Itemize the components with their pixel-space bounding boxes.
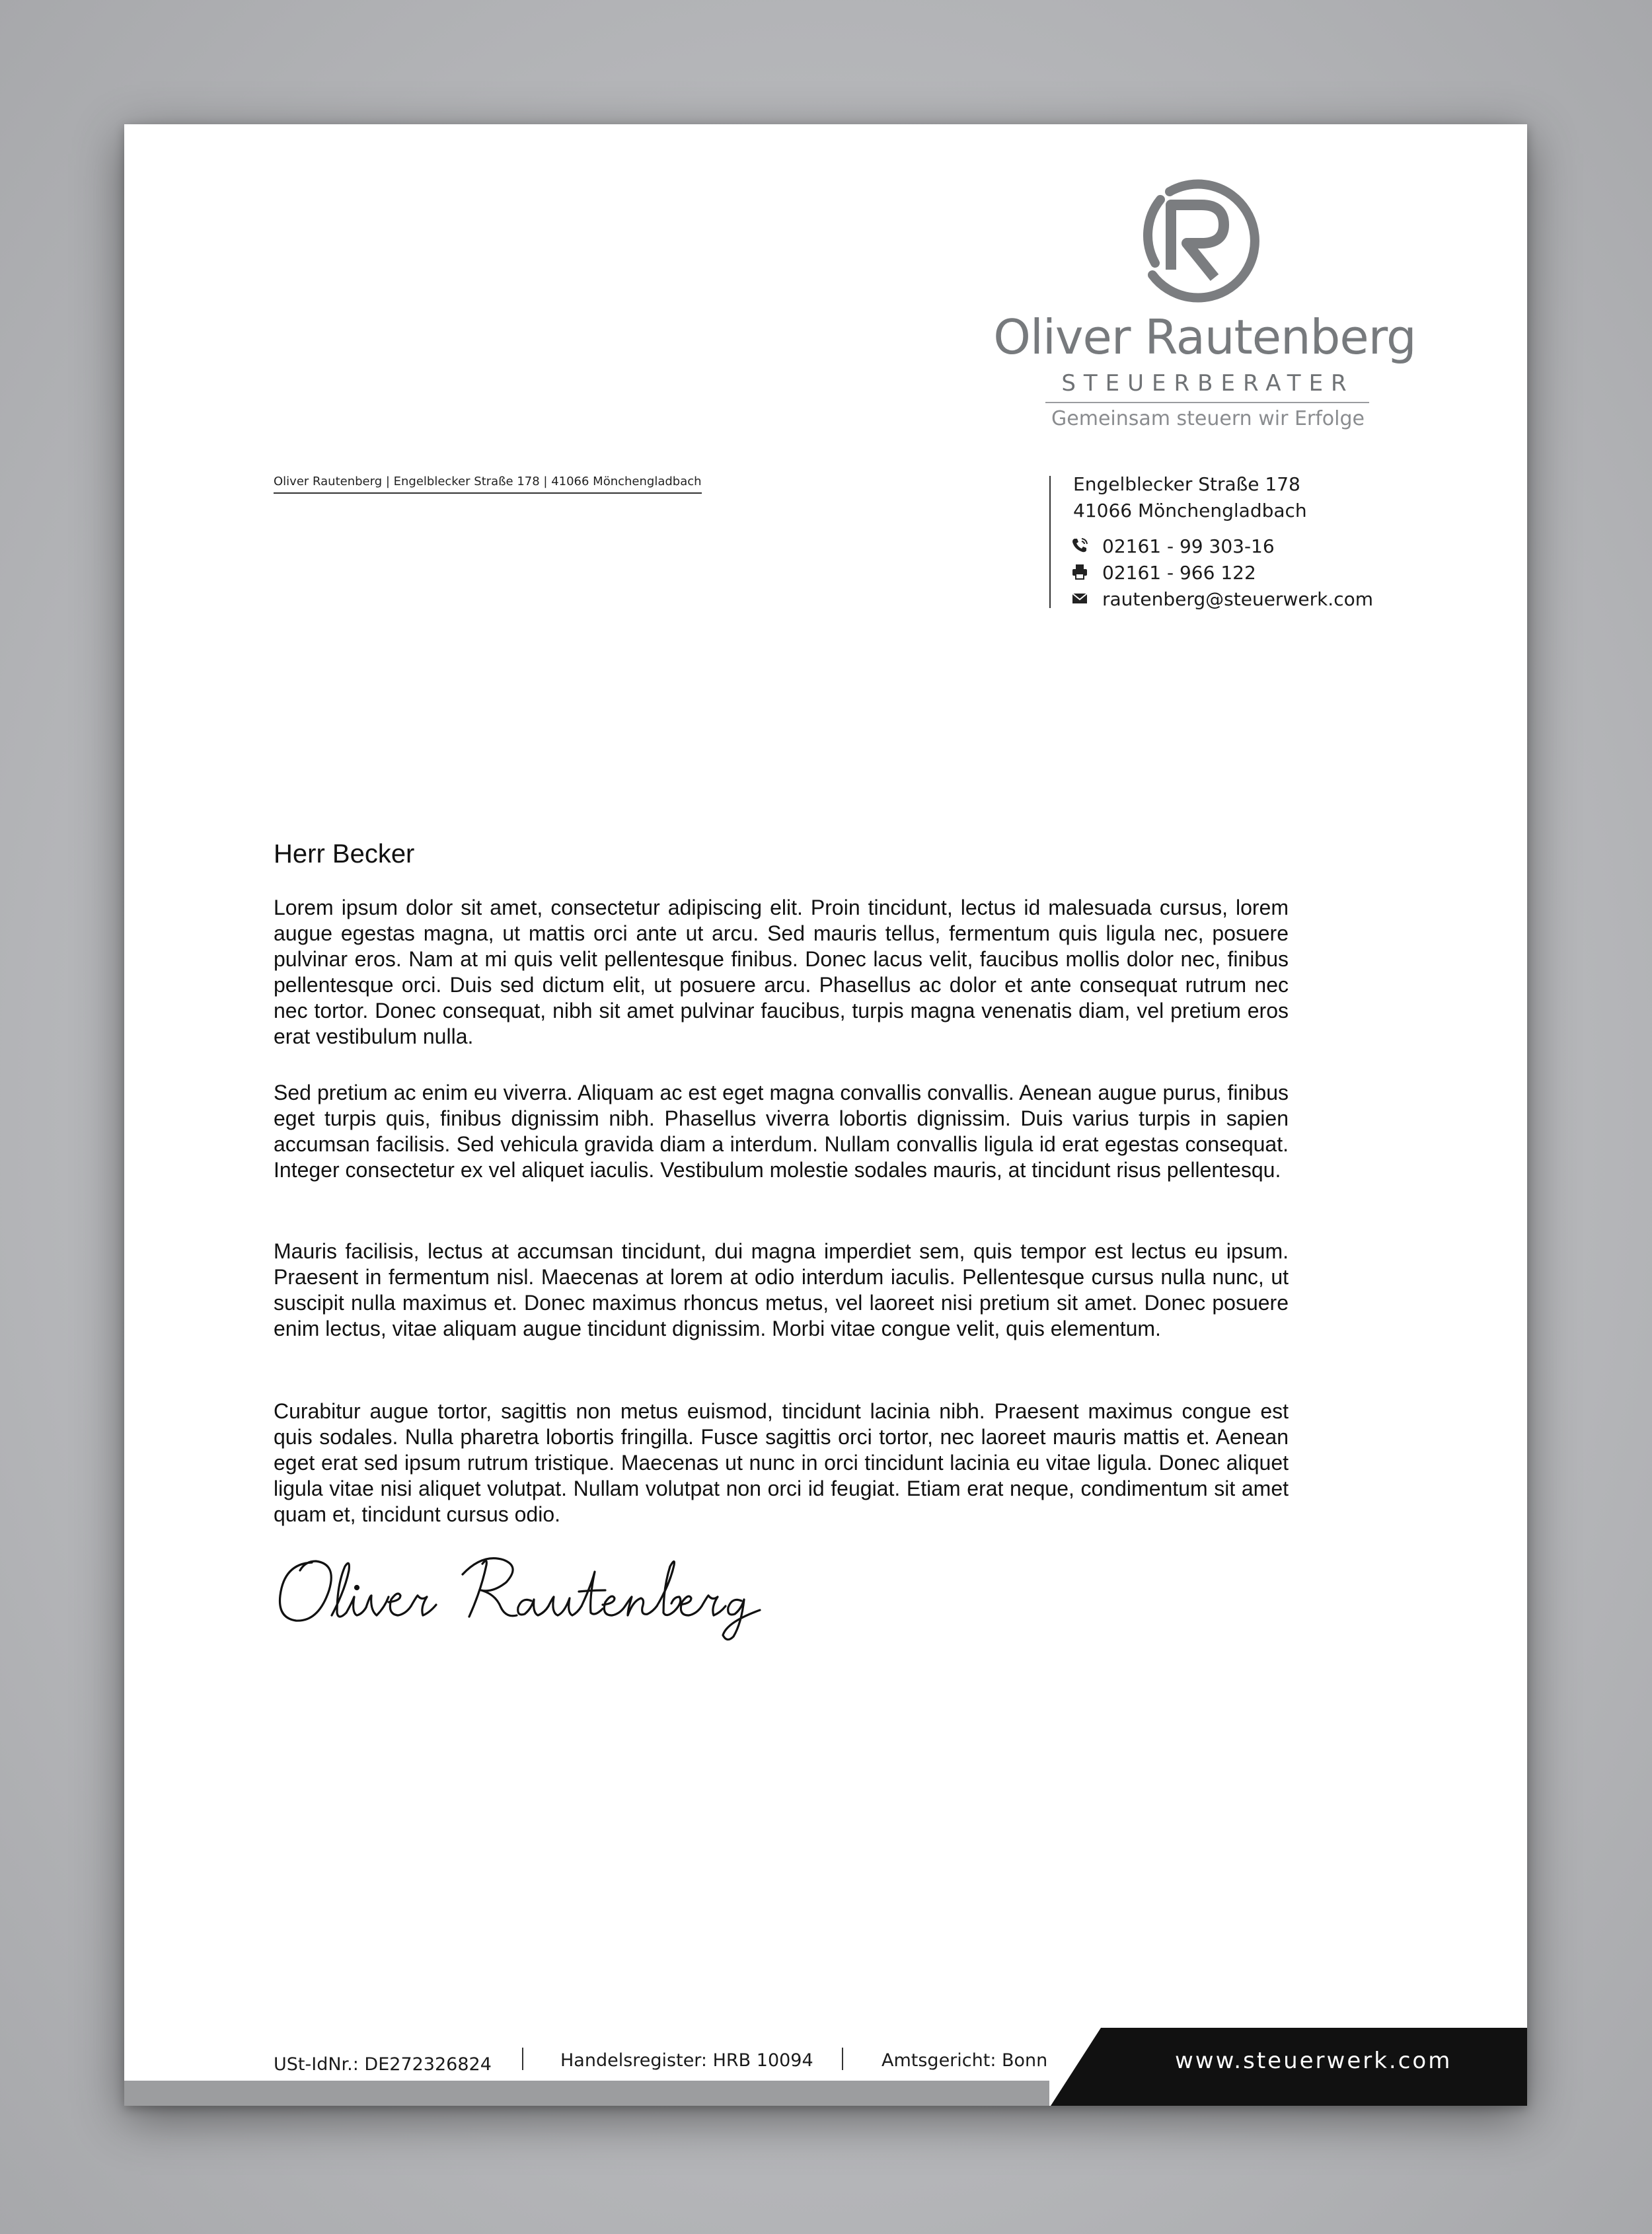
brand-tagline: Gemeinsam steuern wir Erfolge <box>1051 407 1365 430</box>
footer-register: Handelsregister: HRB 10094 <box>560 2050 813 2071</box>
signature <box>271 1544 773 1643</box>
footer-separator <box>842 2048 843 2070</box>
logo-r-mark <box>1130 171 1262 303</box>
footer-separator <box>522 2048 523 2070</box>
footer-court: Amtsgericht: Bonn <box>882 2050 1048 2071</box>
contact-email[interactable]: rautenberg@steuerwerk.com <box>1102 588 1373 610</box>
footer-gray-band <box>124 2081 1049 2106</box>
brand-name: Oliver Rautenberg <box>993 309 1416 365</box>
phone-icon <box>1070 537 1089 554</box>
return-address: Oliver Rautenberg | Engelblecker Straße 178 | 41066 Mönchengladbach <box>274 475 702 494</box>
footer-website-link[interactable]: www.steuerwerk.com <box>1175 2048 1452 2074</box>
brand-subtitle: STEUERBERATER <box>1061 370 1355 397</box>
contact-divider <box>1049 476 1051 608</box>
salutation: Herr Becker <box>274 839 415 868</box>
letter-paragraph: Lorem ipsum dolor sit amet, consectetur adipiscing elit. Proin tincidunt, lectus id malesuada cursus, lorem augue egestas magna, ut mattis orci ante ut arcu. Sed mauris tellus, fermentum quis ligula nec, posuere pulvinar eros. Nam at mi quis velit pellentesque finibus. Donec lacus velit, faucibus mollis dolor nec, finibus pellentesque orci. Duis sed dictum elit, ut posuere arcu. Phasellus ac dolor et ante consequat rutrum nec nec tortor. Donec consequat, nibh sit amet pulvinar faucibus, turpis magna venenatis diam, vel pretium eros erat vestibulum nulla. <box>274 896 1289 1048</box>
fax-icon <box>1070 563 1089 580</box>
letter-paragraph: Curabitur augue tortor, sagittis non metus euismod, tincidunt lacinia nibh. Praesent maximus congue est quis sodales. Nulla pharetra lobortis fringilla. Fusce sagittis orci tortor, nec laoreet mauris mattis et. Aenean eget erat sed ipsum rutrum tristique. Maecenas ut nunc in orci tincidunt lacinia eu vitae ligula. Donec aliquet ligula vitae nisi aliquet volutpat. Nullam volutpat non orci id feugiat. Etiam erat neque, condimentum sit amet quam et, tincidunt cursus odio. <box>274 1399 1289 1526</box>
letter-paragraph: Sed pretium ac enim eu viverra. Aliquam ac est eget magna convallis convallis. Aenean augue purus, finibus eget turpis quis, finibus dignissim nibh. Phasellus viverra lobortis dignissim. Duis varius turpis in sapien accumsan facilisis. Sed vehicula gravida diam a interdum. Nullam convallis ligula id erat egestas consequat. Integer consectetur ex vel aliquet iaculis. Vestibulum molestie sodales mauris, at tincidunt risus pellentesqu. <box>274 1081 1289 1182</box>
footer-vat-id: USt-IdNr.: DE272326824 <box>274 2054 492 2075</box>
contact-city: 41066 Mönchengladbach <box>1073 500 1307 521</box>
contact-fax: 02161 - 966 122 <box>1102 562 1256 584</box>
envelope-icon <box>1070 590 1089 607</box>
brand-divider <box>1045 402 1369 403</box>
contact-street: Engelblecker Straße 178 <box>1073 473 1300 495</box>
contact-phone[interactable]: 02161 - 99 303-16 <box>1102 535 1275 557</box>
letter-paragraph: Mauris facilisis, lectus at accumsan tincidunt, dui magna imperdiet sem, quis tempor est lectus eu ipsum. Praesent in fermentum nisl. Maecenas at lorem at odio interdum iaculis. Pellentesque cursus nulla nunc, ut suscipit nulla maximus et. Donec maximus rhoncus metus, vel laoreet nisi pretium sit amet. Donec posuere enim lectus, vitae aliquam augue tincidunt dignissim. Morbi vitae congue velit, quis elementum. <box>274 1239 1289 1340</box>
letterhead-sheet <box>124 124 1527 2106</box>
